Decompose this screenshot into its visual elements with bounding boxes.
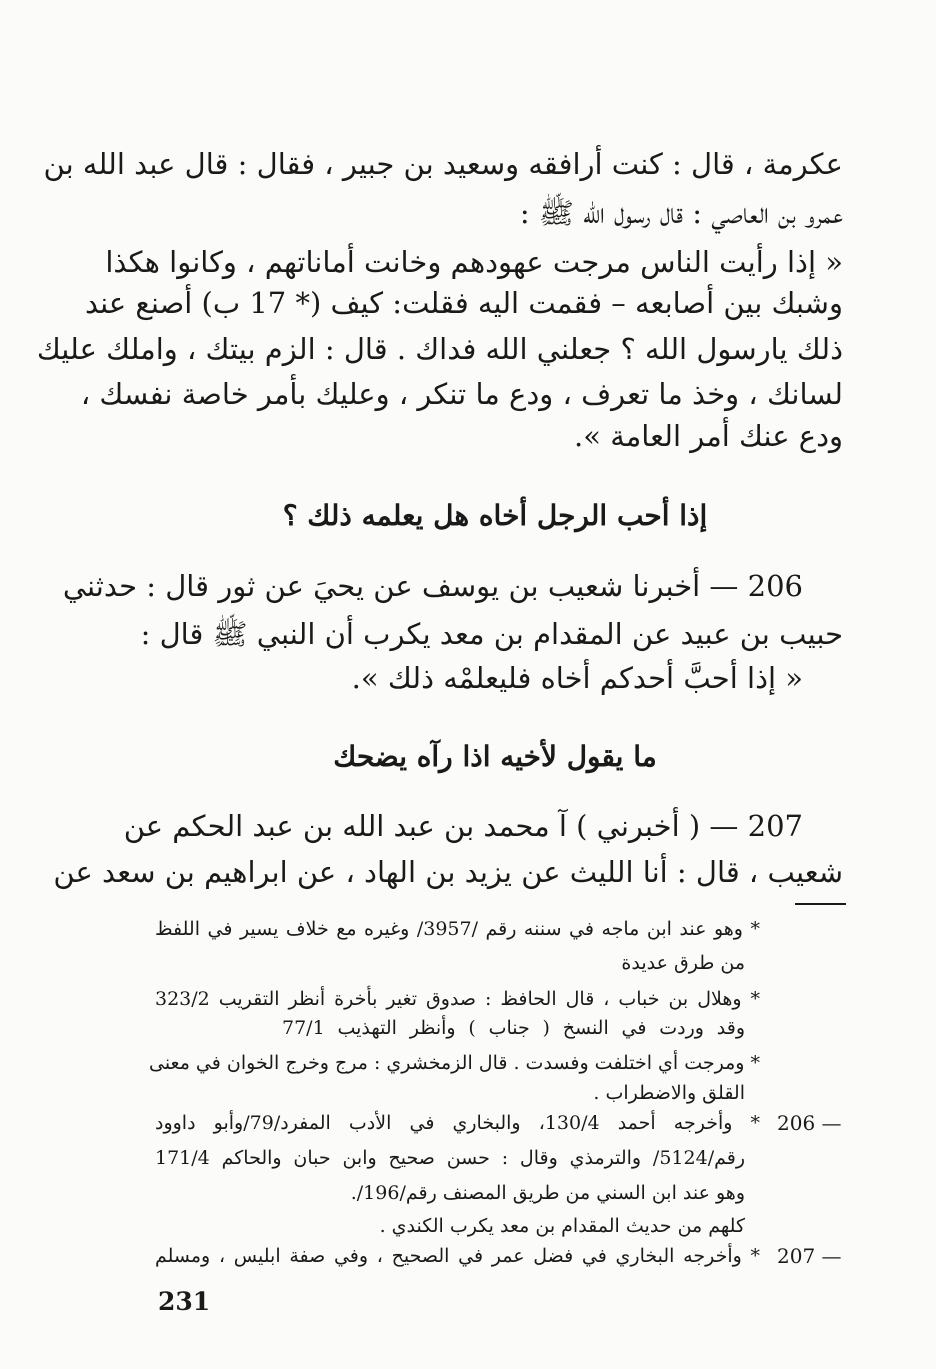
footnote-line: من طرق عديدة	[621, 952, 745, 974]
text-line: شعيب ، قال : أنا الليث عن يزيد بن الهاد ، عن ابراهيم بن سعد عن	[53, 855, 843, 889]
footnote-line: * وأخرجه أحمد 130/4، والبخاري في الأدب المفرد/79/وأبو داوود	[155, 1112, 760, 1134]
text-line: ودع عنك أمر العامة ».	[574, 419, 843, 453]
footnote-number: 207 —	[777, 1244, 842, 1268]
page-number: 231	[158, 1287, 211, 1316]
footnote-number: 206 —	[777, 1111, 842, 1135]
footnote-separator	[795, 903, 846, 905]
footnote-line: * وأخرجه البخاري في فضل عمر في الصحيح ، وفي صفة ابليس ، ومسلم	[155, 1245, 760, 1267]
footnote-line: * وهو عند ابن ماجه في سننه رقم /3957/ وغيره مع خلاف يسير في اللفظ	[155, 918, 760, 940]
text-line: « إذا أحبَّ أحدكم أخاه فليعلمْه ذلك ».	[351, 661, 803, 695]
text-line: عمرو بن العاصي : قال رسول الله ﷺ :	[519, 196, 843, 230]
footnote-line: وهو عند ابن السني من طريق المصنف رقم/196/.	[350, 1182, 745, 1204]
footnote-line: القلق والاضطراب .	[593, 1082, 745, 1104]
footnote-line: * ومرجت أي اختلفت وفسدت . قال الزمخشري : مرج وخرج الخوان في معنى	[148, 1052, 760, 1074]
section-heading: إذا أحب الرجل أخاه هل يعلمه ذلك ؟	[282, 499, 708, 532]
footnote-line: وقد وردت في النسخ ( جناب ) وأنظر التهذيب 77/1	[282, 1017, 745, 1039]
text-line: « إذا رأيت الناس مرجت عهودهم وخانت أماناتهم ، وكانوا هكذا	[105, 245, 843, 279]
section-heading: ما يقول لأخيه اذا رآه يضحك	[333, 740, 657, 773]
footnote-line: * وهلال بن خباب ، قال الحافظ : صدوق تغير بأخرة أنظر التقريب 323/2	[155, 988, 760, 1010]
footnote-line: رقم/5124/ والترمذي وقال : حسن صحيح وابن حبان والحاكم 171/4	[155, 1147, 745, 1169]
text-line: ذلك يارسول الله ؟ جعلني الله فداك . قال : الزم بيتك ، واملك عليك	[36, 332, 843, 366]
text-line: عكرمة ، قال : كنت أرافقه وسعيد بن جبير ، فقال : قال عبد الله بن	[43, 147, 843, 181]
text-line: 207 — ( أخبرني ) آ محمد بن عبد الله بن عبد الحكم عن	[123, 809, 803, 843]
footnote-line: كلهم من حديث المقدام بن معد يكرب الكندي .	[379, 1215, 745, 1237]
text-line: 206 — أخبرنا شعيب بن يوسف عن يحيَ عن ثور قال : حدثني	[62, 569, 803, 603]
text-line: حبيب بن عبيد عن المقدام بن معد يكرب أن النبي ﷺ قال :	[140, 617, 843, 651]
text-line: وشبك بين أصابعه – فقمت اليه فقلت: كيف (* 17 ب) أصنع عند	[84, 286, 843, 320]
text-line: لسانك ، وخذ ما تعرف ، ودع ما تنكر ، وعليك بأمر خاصة نفسك ،	[80, 377, 843, 411]
